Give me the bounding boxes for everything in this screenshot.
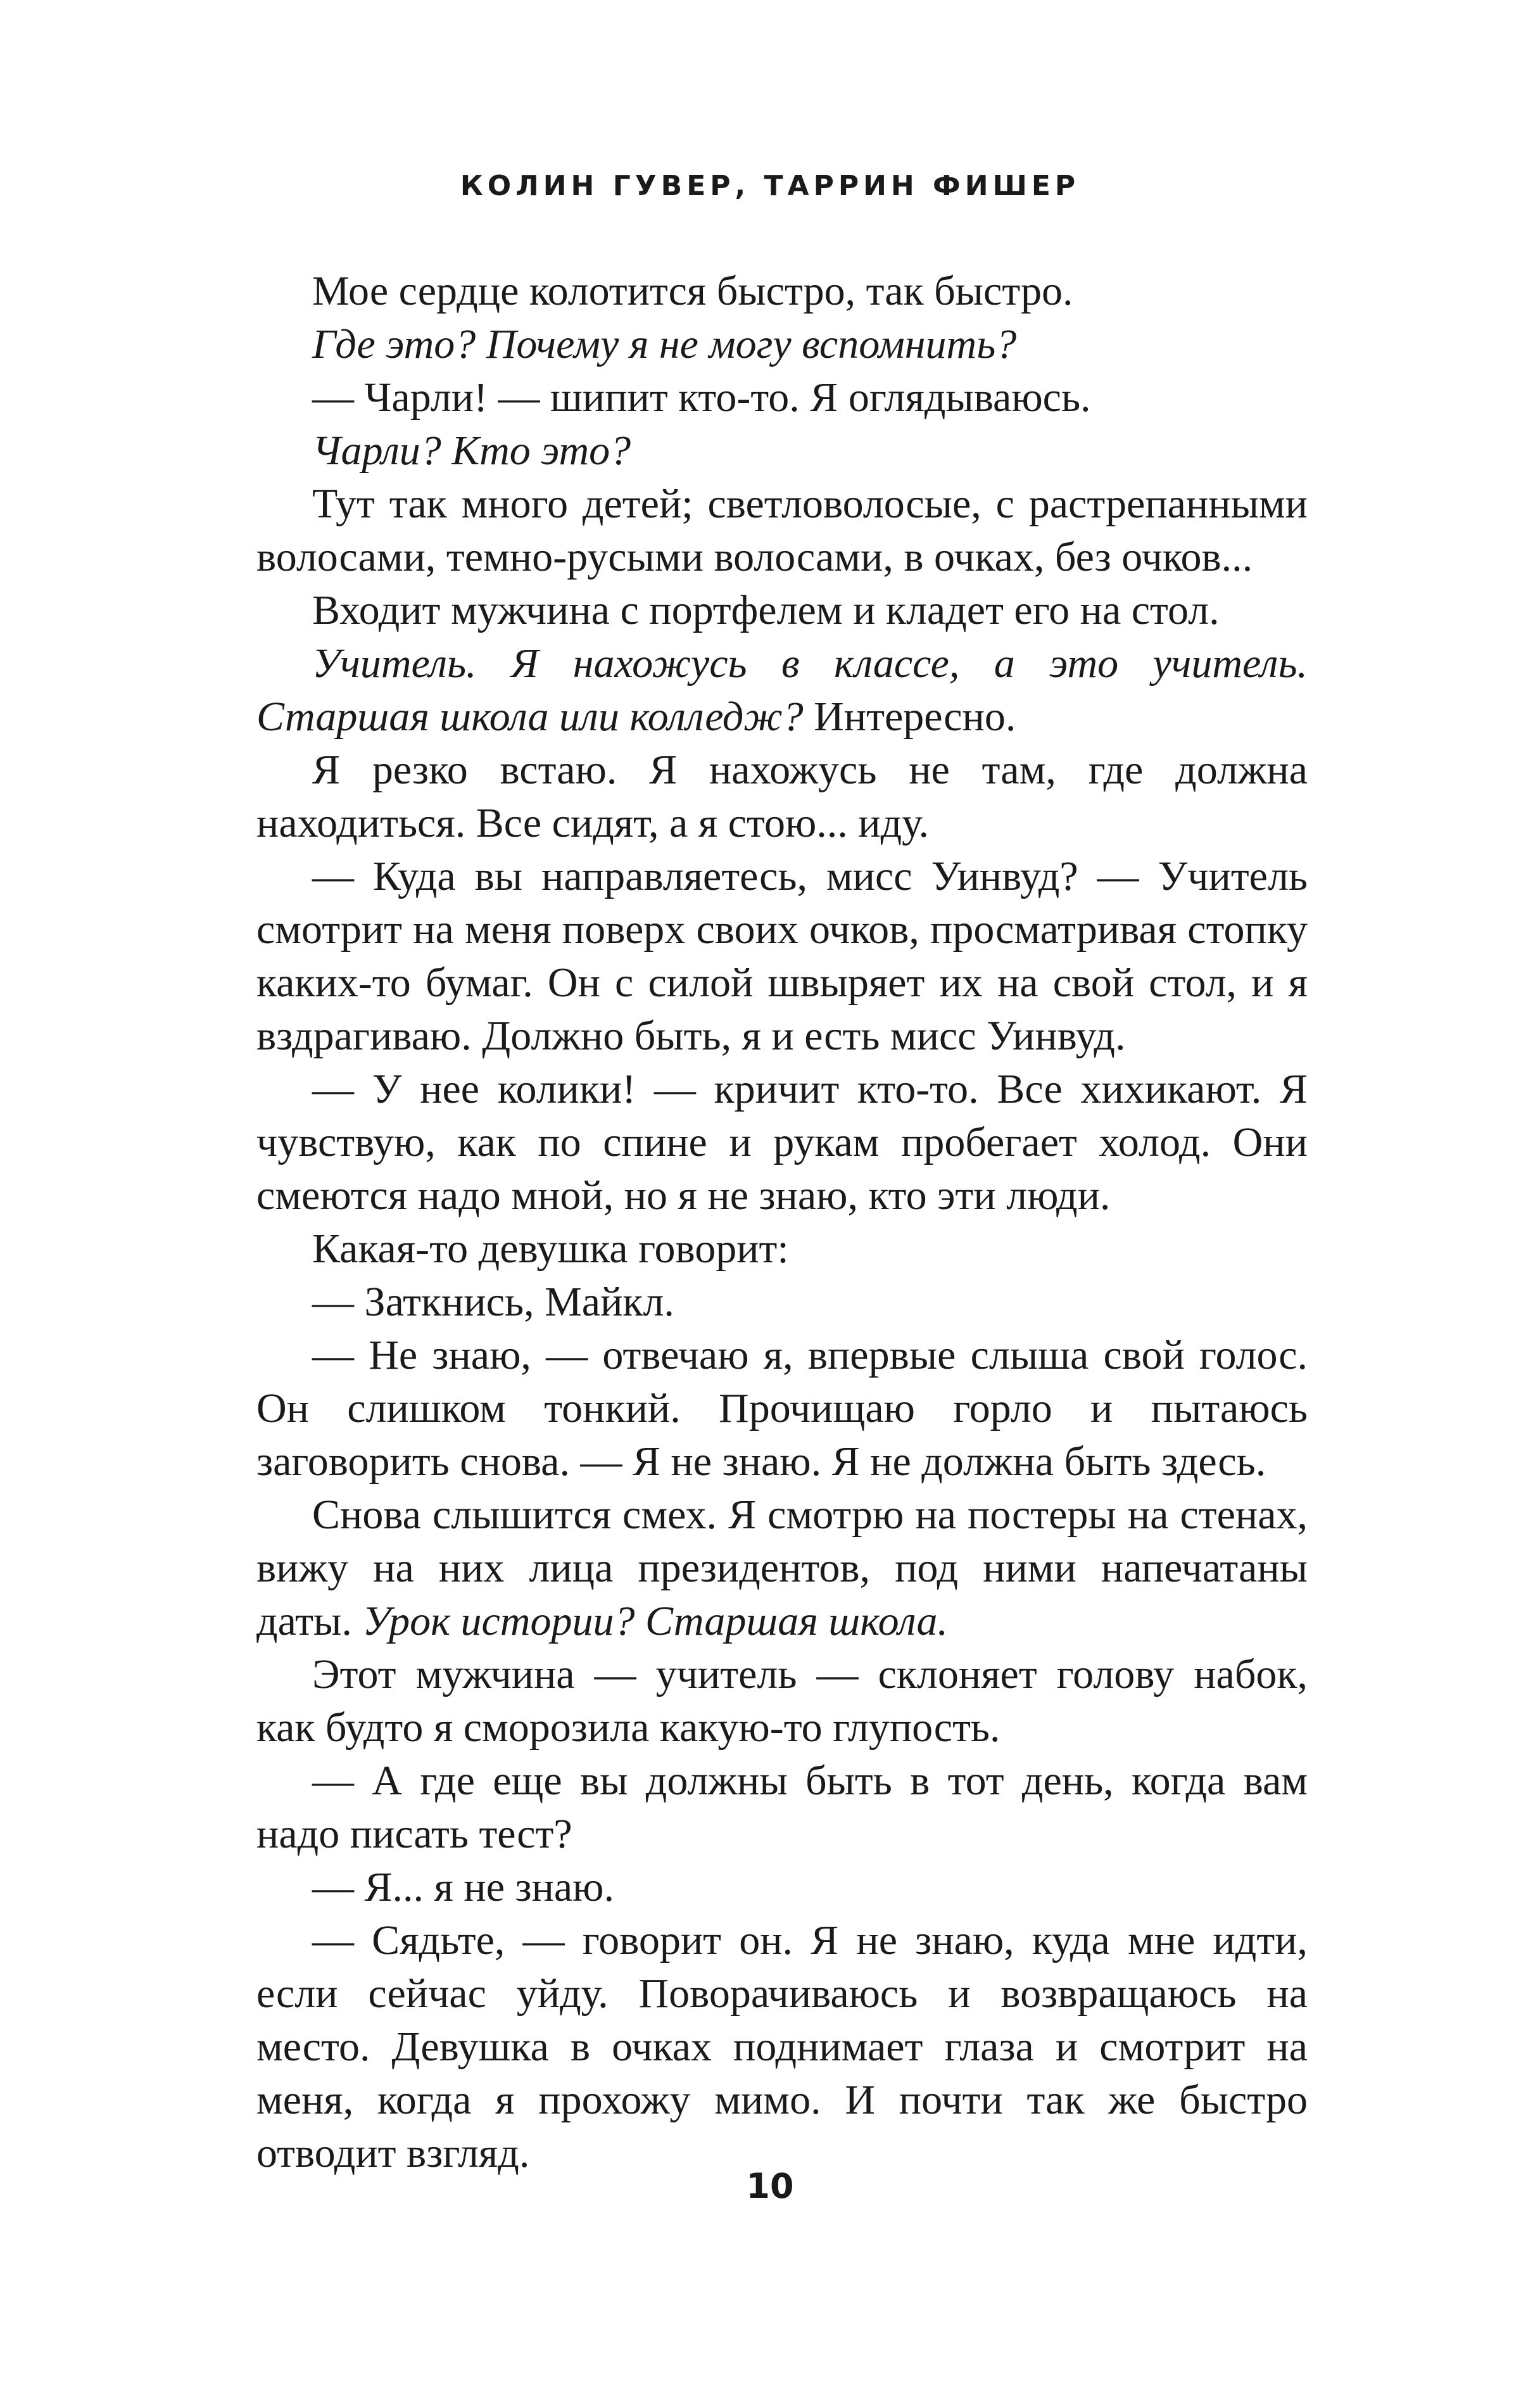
italic-span: Урок истории? Старшая школа.	[362, 1598, 949, 1644]
paragraph: Какая-то девушка говорит:	[312, 1226, 789, 1272]
paragraph: — А где еще вы должны быть в тот день, когда вам надо писать тест?	[256, 1758, 1308, 1857]
paragraph	[256, 1488, 1308, 1648]
paragraph: Этот мужчина — учитель — склоняет голову набок, как будто я сморозила какую-то глупость.	[256, 1651, 1308, 1751]
paragraph: — Куда вы направляетесь, мисс Уинвуд? — Учитель смотрит на меня поверх своих очков, просматривая стопку каких-то бумаг. Он с силой швыряет их на свой стол, и я вздрагиваю. Должно быть, я и есть мисс Уинвуд.	[256, 853, 1308, 1059]
paragraph: — Не знаю, — отвечаю я, впервые слыша свой голос. Он слишком тонкий. Прочищаю горло и пытаюсь заговорить снова. — Я не знаю. Я не должна быть здесь.	[256, 1332, 1308, 1485]
regular-span: Снова слышится смех. Я смотрю на постеры на стенах, вижу на них лица президентов, под ними напечатаны даты.	[256, 1492, 1308, 1644]
paragraph: Где это? Почему я не могу вспомнить?	[312, 321, 1017, 367]
body-text	[256, 265, 1308, 2180]
paragraph: — Я... я не знаю.	[312, 1864, 614, 1910]
paragraph: Чарли? Кто это?	[312, 428, 631, 474]
paragraph: Мое сердце колотится быстро, так быстро.	[312, 268, 1073, 314]
paragraph: — У нее колики! — кричит кто-то. Все хихикают. Я чувствую, как по спине и рукам пробегает холод. Они смеются надо мной, но я не знаю, кто эти люди.	[256, 1066, 1308, 1219]
italic-span: Учитель. Я нахожусь в классе, а это учитель. Старшая школа или колледж?	[256, 640, 1308, 740]
paragraph: — Чарли! — шипит кто-то. Я оглядываюсь.	[312, 374, 1091, 421]
paragraph: Тут так много детей; светловолосые, с растрепанными волосами, темно-русыми волосами, в очках, без очков...	[256, 481, 1308, 580]
running-header: КОЛИН ГУВЕР, ТАРРИН ФИШЕР	[460, 170, 1080, 202]
paragraph: Я резко встаю. Я нахожусь не там, где должна находиться. Все сидят, а я стою... иду.	[256, 747, 1308, 846]
regular-span: Интересно.	[803, 694, 1016, 740]
paragraph: Входит мужчина с портфелем и кладет его на стол.	[312, 587, 1220, 633]
page-number: 10	[746, 2166, 794, 2206]
paragraph: — Заткнись, Майкл.	[312, 1279, 674, 1325]
paragraph	[256, 637, 1308, 744]
paragraph: — Сядьте, — говорит он. Я не знаю, куда мне идти, если сейчас уйду. Поворачиваюсь и возвращаюсь на место. Девушка в очках поднимает глаза и смотрит на меня, когда я прохожу мимо. И почти так же быстро отводит взгляд.	[256, 1917, 1308, 2176]
